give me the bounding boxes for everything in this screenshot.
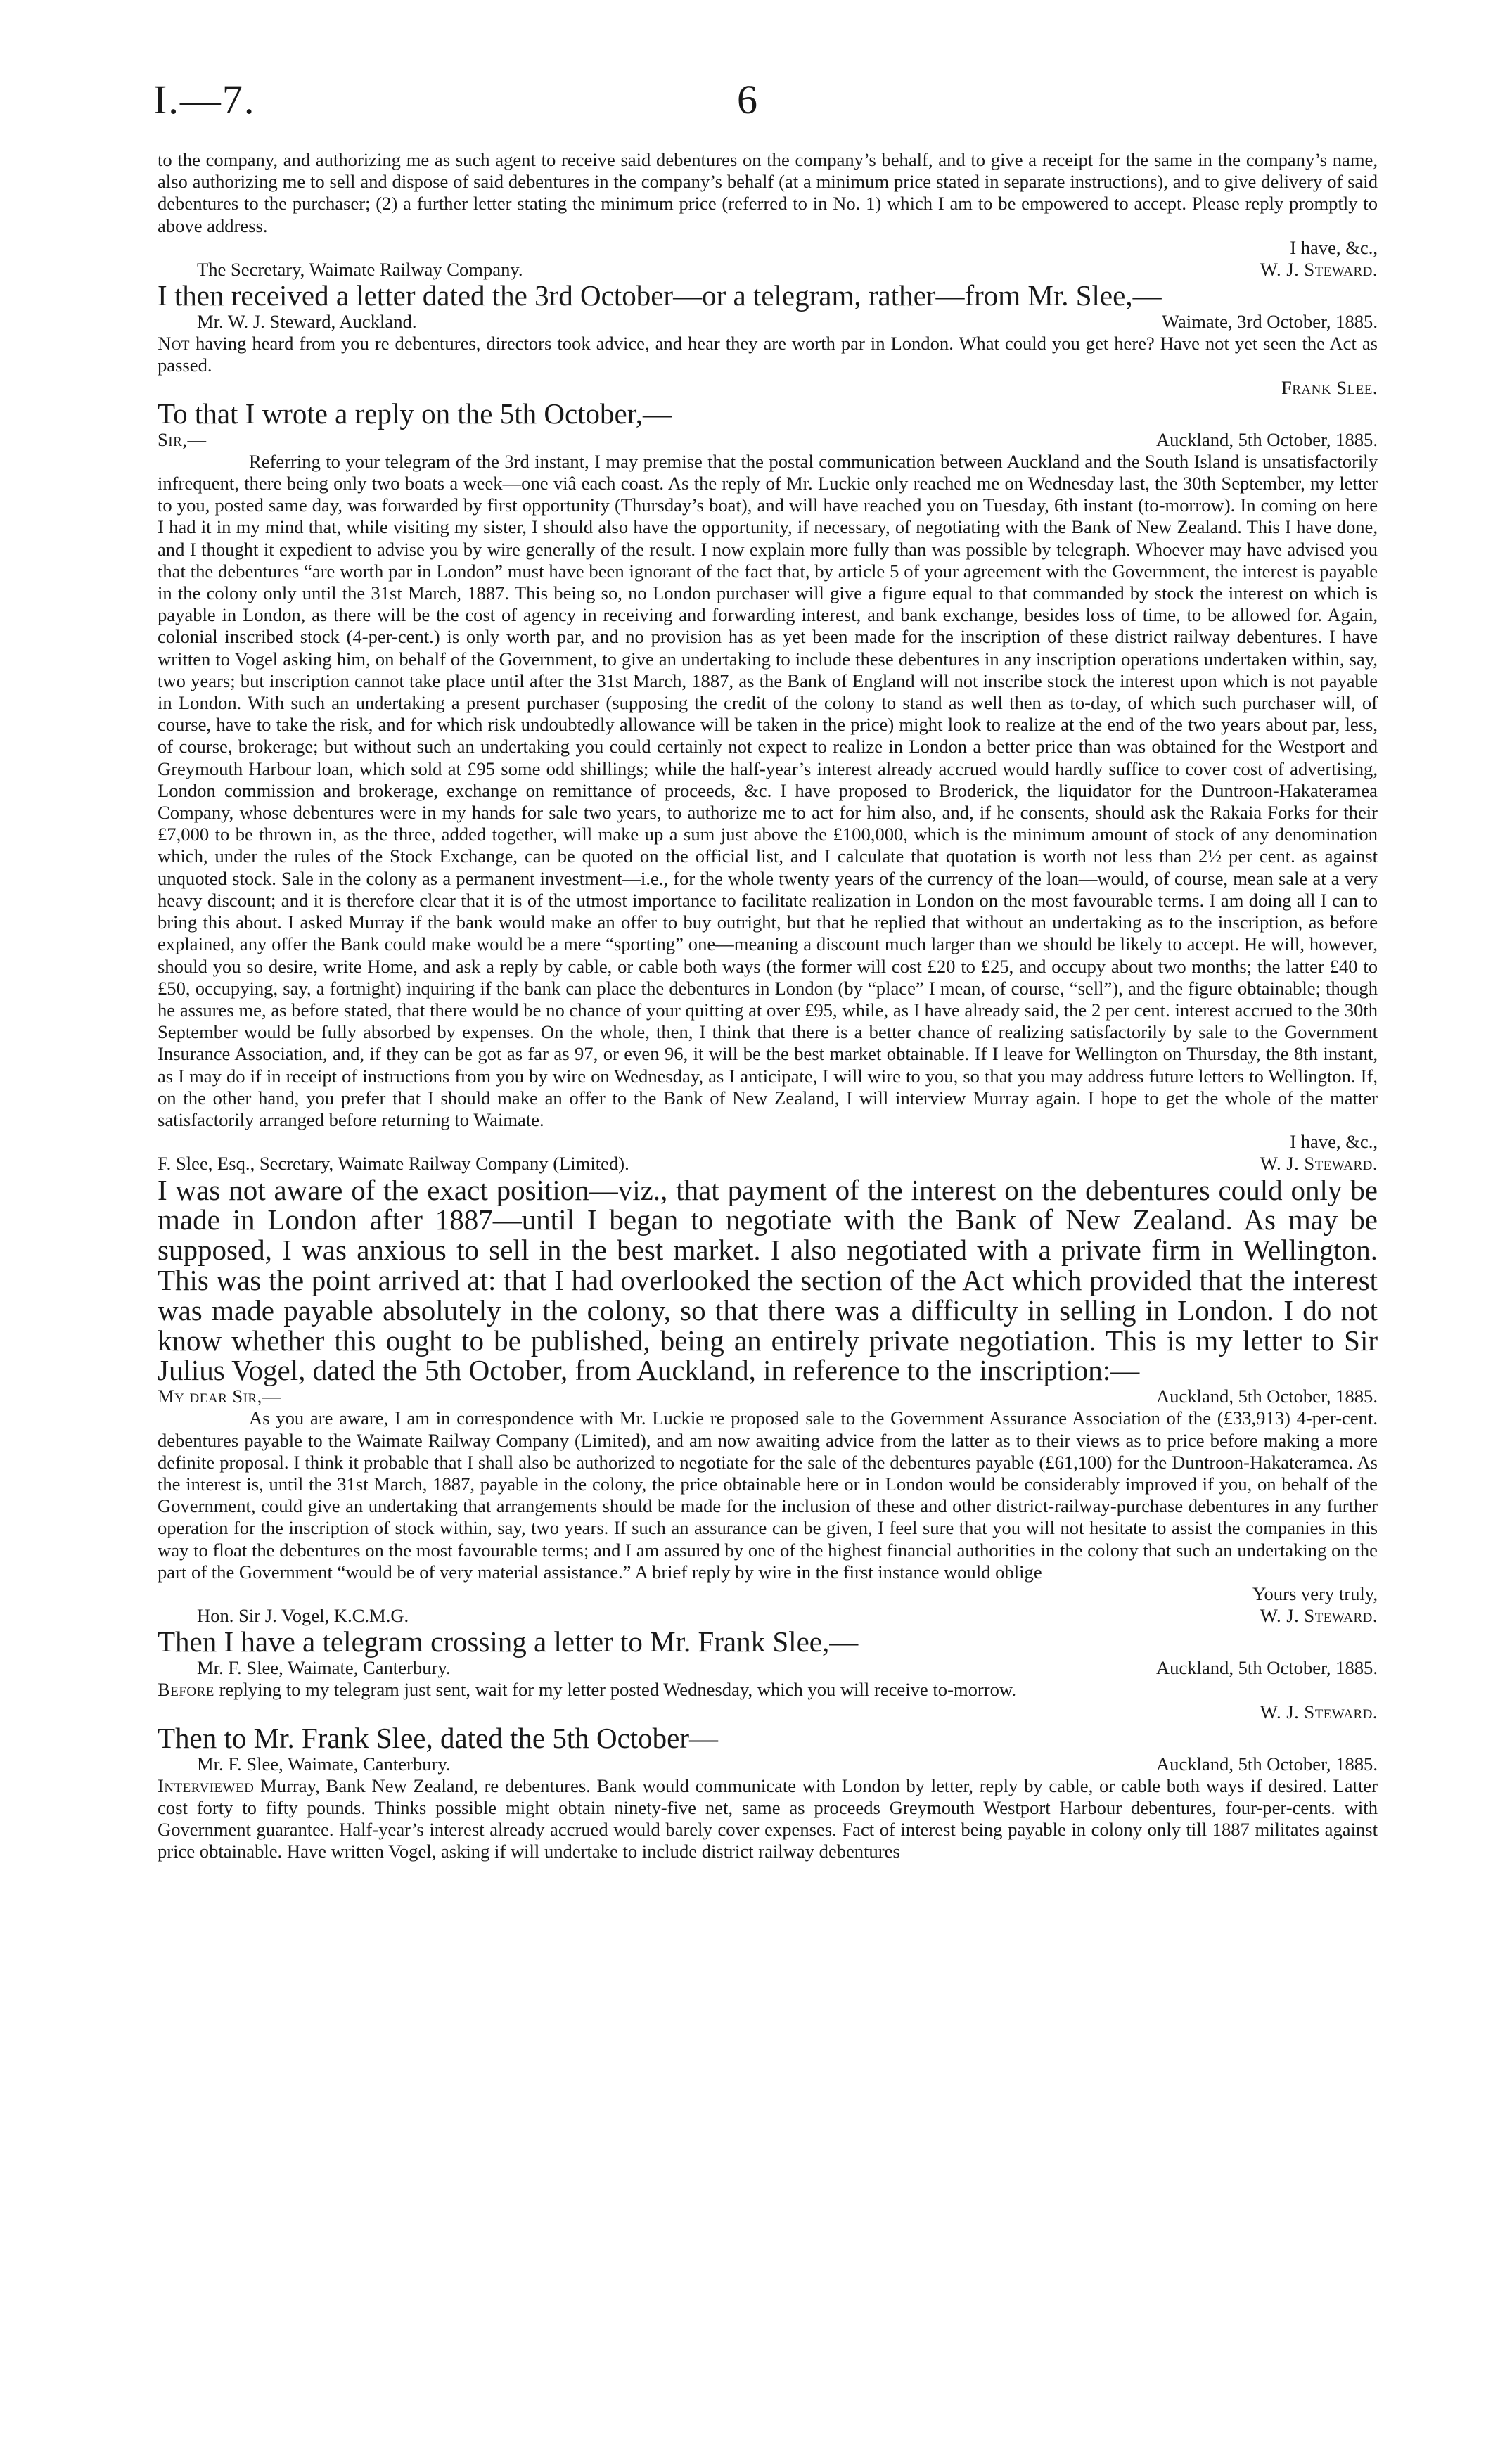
letter-closing: Yours very truly, bbox=[1252, 1583, 1378, 1604]
letter-place-date: Auckland, 5th October, 1885. bbox=[1155, 428, 1378, 450]
letter-addressee: The Secretary, Waimate Railway Company. bbox=[197, 259, 523, 281]
telegram-signature: Frank Slee. bbox=[1281, 376, 1378, 398]
letter-closing: I have, &c., bbox=[1290, 1131, 1378, 1153]
telegram-text: replying to my telegram just sent, wait for my letter posted Wednesday, which you will receive to-morrow. bbox=[214, 1679, 1017, 1701]
telegram-to-slee bbox=[158, 1657, 1378, 1723]
telegram-from-slee bbox=[158, 311, 1378, 399]
letter-header bbox=[158, 429, 1378, 451]
letter-body: As you are aware, I am in correspondence with Mr. Luckie re proposed sale to the Government Assurance Association of the (£33,913) 4-per-cent. debentures payable to the Waimate Railway Company (Limited), and am now awaiting advice from the latter as to their views as to price before making a more definite proposal. I think it probable that I shall also be authorized to negotiate for the sale of the debentures payable (£61,100) for the Duntroon-Hakateramea. As the interest is, until the 31st March, 1887, payable in the colony, the price obtainable here or in London would be considerably improved if you, on behalf of the Government, could give an undertaking that arrangements should be made for the inclusion of these and other district-railway-purchase debentures in any further operation for the inscription of stock within, say, two years. If such an assurance can be given, I feel sure that you will not hesitate to assist the companies in this way to float the debentures on the most favourable terms; and I am assured by one of the highest financial authorities in the colony that such an undertaking on the part of the Government “would be of very material assistance.” A brief reply by wire in the first instance would oblige bbox=[158, 1407, 1378, 1583]
letter-to-slee bbox=[158, 429, 1378, 1175]
telegram-place-date: Auckland, 5th October, 1885. bbox=[1155, 1657, 1378, 1679]
narration-paragraph: To that I wrote a reply on the 5th October,— bbox=[158, 397, 672, 430]
page-header bbox=[0, 0, 1512, 120]
letter-footer bbox=[158, 1153, 1378, 1175]
page-identifier: I.—7. bbox=[153, 77, 256, 122]
telegram-body bbox=[158, 1679, 1378, 1701]
letter-salutation: My dear Sir,— bbox=[158, 1386, 281, 1407]
letter-to-vogel bbox=[158, 1386, 1378, 1627]
letter-signature: W. J. Steward. bbox=[1260, 1605, 1378, 1627]
letter-footer bbox=[158, 1605, 1378, 1627]
letter-addressee: F. Slee, Esq., Secretary, Waimate Railway Company (Limited). bbox=[158, 1153, 629, 1175]
telegram-signature: W. J. Steward. bbox=[1260, 1701, 1378, 1722]
telegram-header bbox=[158, 1657, 1378, 1679]
telegram-header bbox=[158, 311, 1378, 333]
letter-place-date: Auckland, 5th October, 1885. bbox=[1155, 1386, 1378, 1407]
letter-signature: W. J. Steward. bbox=[1260, 259, 1378, 281]
telegram-body bbox=[158, 1775, 1378, 1863]
letter-signature: W. J. Steward. bbox=[1260, 1153, 1378, 1175]
narration-paragraph: I then received a letter dated the 3rd October—or a telegram, rather—from Mr. Slee,— bbox=[158, 279, 1162, 312]
telegram-text: Murray, Bank New Zealand, re debentures. Bank would communicate with London by letter, reply by cable, or cable both ways if desired. Latter cost forty to fifty pounds. Thinks possible might obtain ninety-five net, same as proceeds Greymouth Westport Harbour debentures, four-per-cents. with Government guarantee. Half-year’s interest already accrued would barely cover expenses. Fact of interest being payable in colony only till 1887 militates against price obtainable. Have written Vogel, asking if will undertake to include district railway debentures bbox=[158, 1775, 1378, 1862]
letter-body: Referring to your telegram of the 3rd instant, I may premise that the postal communication between Auckland and the South Island is unsatisfactorily infrequent, there being only two boats a week—one viâ each coast. As the reply of Mr. Luckie only reached me on Wednesday last, the 30th September, my letter to you, posted same day, was forwarded by first opportunity (Thursday’s boat), and will have reached you on Tuesday, 6th instant (to-morrow). In coming on here I had it in my mind that, while visiting my sister, I should also have the opportunity, if necessary, of negotiating with the Bank of New Zealand. This I have done, and I thought it expedient to advise you by wire generally of the result. I now explain more fully than was possible by telegraph. Whoever may have advised you that the debentures “are worth par in London” must have been ignorant of the fact that, by article 5 of your agreement with the Government, the interest is payable in the colony only until the 31st March, 1887. This being so, no London purchaser will give a figure equal to that commanded by stock the interest on which is payable in London, as there will be the cost of agency in receiving and forwarding interest, and bank exchange, besides loss of time, to be allowed for. Again, colonial inscribed stock (4-per-cent.) is only worth par, and no provision has as yet been made for the inscription of these district railway debentures. I have written to Vogel asking him, on behalf of the Government, to give an undertaking to include these debentures in any inscription operations undertaken within, say, two years; but inscription cannot take place until after the 31st March, 1887, as the Bank of England will not inscribe stock the interest upon which is not payable in London. With such an undertaking a present purchaser (supposing the credit of the colony to stand as well then as to-day, of which such purchaser will, of course, have to take the risk, and for which risk undoubtedly allowance will be taken in the price) might look to realize at the end of the two years about par, less, of course, brokerage; but without such an undertaking you could certainly not expect to realize in London a better price than was obtained for the Westport and Greymouth Harbour loan, which sold at £95 some odd shillings; while the half-year’s interest already accrued would hardly suffice to cover cost of advertising, London commission and brokerage, exchange on remittance of proceeds, &c. I have proposed to Broderick, the liquidator for the Duntroon-Hakateramea Company, whose debentures were in my hands for sale two years, to authorize me to act for him also, and, if he consents, should ask the Rakaia Forks for their £7,000 to be thrown in, as the three, added together, will make up a sum just above the £100,000, which is the minimum amount of stock of any denomination which, under the rules of the Stock Exchange, can be quoted on the official list, and I calculate that quotation is worth not less than 2½ per cent. as against unquoted stock. Sale in the colony as a permanent investment—i.e., for the whole twenty years of the currency of the loan—would, of course, mean sale at a very heavy discount; and it is therefore clear that it is of the utmost importance to facilitate realization in London on the most favourable terms. I am doing all I can to bring this about. I asked Murray if the bank would make an offer to buy outright, but that he replied that without an undertaking as to the inscription, as before explained, any offer the Bank could make would be a mere “sporting” one—meaning a discount much larger than we should be likely to accept. He will, however, should you so desire, write Home, and ask a reply by cable, or cable both ways (the former will cost £20 to £25, and occupy about two months; the latter £40 to £50, occupying, say, a fortnight) inquiring if the bank can place the debentures in London (by “place” I mean, of course, “sell”), and the figure obtainable; though he assures me, as before stated, that there would be no chance of your quitting at over £95, while, as I have already said, the 2 per cent. interest accrued to the 30th September would be fully absorbed by expenses. On the whole, then, I think that there is a better chance of realizing satisfactorily by sale to the Government Insurance Association, and, if they can be got as far as 97, or even 96, it will be the best market obtainable. If I leave for Wellington on Thursday, the 8th instant, as I may do if in receipt of instructions from you by wire on Wednesday, as I anticipate, I will wire to you, so that you may address future letters to Wellington. If, on the other hand, you prefer that I should make an offer to the Bank of New Zealand, I will interview Murray again. I hope to get the whole of the matter satisfactorily arranged before returning to Waimate. bbox=[158, 450, 1378, 1130]
letter-addressee: Hon. Sir J. Vogel, K.C.M.G. bbox=[197, 1605, 409, 1627]
narration-paragraph: Then to Mr. Frank Slee, dated the 5th October— bbox=[158, 1721, 719, 1754]
telegram-lead-word: Interviewed bbox=[158, 1775, 255, 1796]
telegram-lead-word: Before bbox=[158, 1679, 214, 1701]
telegram-interviewed-murray bbox=[158, 1753, 1378, 1863]
narration-paragraph: Then I have a telegram crossing a letter to Mr. Frank Slee,— bbox=[158, 1625, 859, 1658]
telegram-place-date: Auckland, 5th October, 1885. bbox=[1155, 1753, 1378, 1775]
letter-header bbox=[158, 1386, 1378, 1407]
letter-to-secretary bbox=[158, 149, 1378, 281]
telegram-header bbox=[158, 1753, 1378, 1775]
telegram-text: having heard from you re debentures, directors took advice, and hear they are worth par in London. What could you get here? Have not yet seen the Act as passed. bbox=[158, 333, 1378, 376]
telegram-addressee: Mr. F. Slee, Waimate, Canterbury. bbox=[197, 1657, 451, 1679]
page-number: 6 bbox=[737, 77, 757, 122]
telegram-body bbox=[158, 333, 1378, 376]
telegram-lead-word: Not bbox=[158, 333, 191, 354]
telegram-place-date: Waimate, 3rd October, 1885. bbox=[1162, 311, 1378, 333]
letter-footer bbox=[158, 259, 1378, 281]
letter-salutation: Sir,— bbox=[158, 428, 207, 450]
letter-body: to the company, and authorizing me as such agent to receive said debentures on the company’s behalf, and to give a receipt for the same in the company’s name, also authorizing me to sell and dispose of said debentures in the company’s behalf (at a minimum price stated in separate instructions), and to give delivery of said debentures to the purchaser; (2) a further letter stating the minimum price (referred to in No. 1) which I am to be empowered to accept. Please reply promptly to above address. bbox=[158, 149, 1378, 236]
telegram-addressee: Mr. W. J. Steward, Auckland. bbox=[197, 311, 417, 333]
narration-paragraph: I was not aware of the exact position—viz., that payment of the interest on the debentures could only be made in London after 1887—until I began to negotiate with the Bank of New Zealand. As may be supposed, I was anxious to sell in the best market. I also negotiated with a private firm in Wellington. This was the point arrived at: that I had overlooked the section of the Act which provided that the interest was made payable absolutely in the colony, so that there was a difficulty in selling in London. I do not know whether this ought to be published, being an entirely private negotiation. This is my letter to Sir Julius Vogel, dated the 5th October, from Auckland, in reference to the inscription:— bbox=[158, 1173, 1378, 1387]
telegram-addressee: Mr. F. Slee, Waimate, Canterbury. bbox=[197, 1753, 451, 1775]
letter-closing: I have, &c., bbox=[1290, 236, 1378, 258]
page-content bbox=[158, 149, 1378, 1863]
